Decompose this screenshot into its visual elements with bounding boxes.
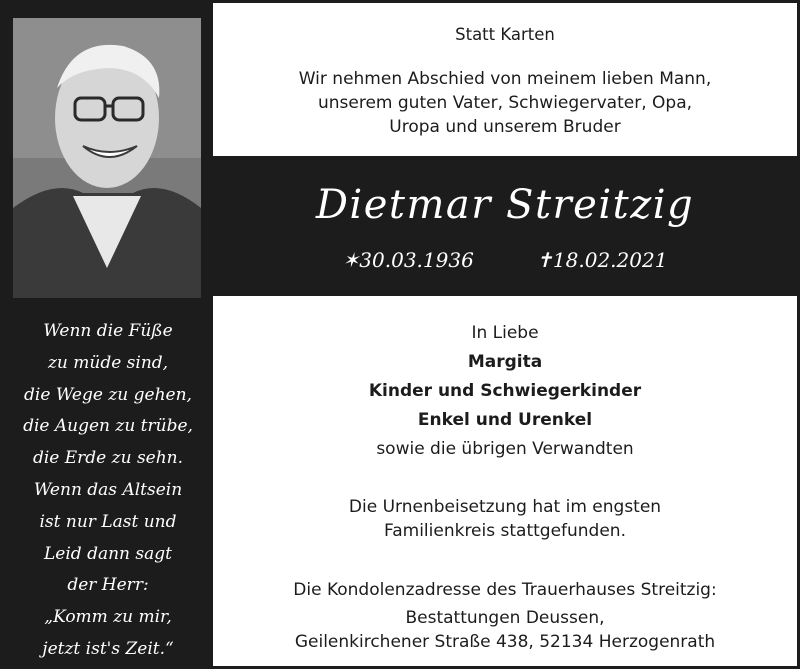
funeral-line: Familienkreis stattgefunden. [384, 521, 626, 541]
poem-line: „Komm zu mir, [44, 607, 172, 628]
poem-line: Wenn die Füße [43, 321, 173, 341]
portrait-photo [13, 18, 201, 298]
left-column [3, 3, 213, 666]
poem-line: Leid dann sagt [44, 543, 172, 564]
deceased-name: Dietmar Streitzig [315, 182, 695, 228]
death-date: ✝18.02.2021 [536, 248, 668, 272]
funeral-note [213, 495, 797, 543]
funeral-line: Die Urnenbeisetzung hat im engsten [348, 497, 662, 517]
address-heading: Die Kondolenzadresse des Trauerhauses Streitzig: [293, 580, 717, 600]
poem-line: zu müde sind, [47, 352, 169, 373]
poem-line: ist nur Last und [39, 511, 177, 532]
mourner-spouse: Margita [467, 352, 543, 372]
name-band [213, 156, 797, 296]
birth-date: ✶30.03.1936 [342, 248, 474, 272]
address-line: Bestattungen Deussen, [405, 608, 605, 628]
poem-line: der Herr: [67, 575, 149, 596]
top-note: Statt Karten [455, 25, 555, 44]
condolence-address [213, 578, 797, 654]
mourners [213, 319, 797, 464]
address-line: Geilenkirchener Straße 438, 52134 Herzogenrath [294, 632, 716, 652]
life-dates [213, 248, 797, 272]
intro-line: unserem guten Vater, Schwiegervater, Opa, [317, 93, 693, 113]
poem-line: Wenn das Altsein [33, 479, 183, 500]
poem-line: die Augen zu trübe, [23, 416, 193, 437]
mourner-grandchildren: Enkel und Urenkel [417, 410, 593, 430]
poem [3, 316, 213, 666]
right-column [213, 3, 797, 666]
mourners-intro: In Liebe [471, 323, 539, 343]
intro-text [213, 67, 797, 139]
poem-line: jetzt ist's Zeit.“ [42, 638, 174, 659]
poem-line: die Wege zu gehen, [24, 384, 192, 405]
mourner-children: Kinder und Schwiegerkinder [368, 381, 642, 401]
intro-line: Wir nehmen Abschied von meinem lieben Mann, [298, 69, 712, 89]
intro-line: Uropa und unserem Bruder [389, 117, 621, 137]
poem-line: die Erde zu sehn. [32, 448, 184, 469]
mourner-relatives: sowie die übrigen Verwandten [376, 439, 634, 459]
